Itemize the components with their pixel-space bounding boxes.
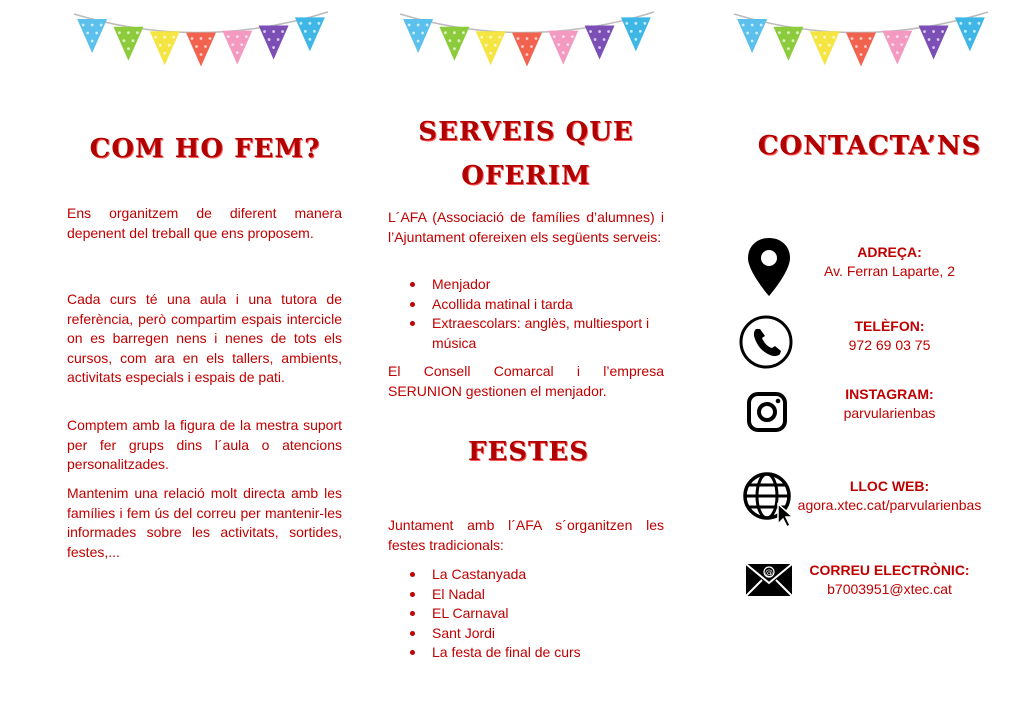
title-line: SERVEIS QUE (418, 117, 634, 147)
section-title-serveis (341, 110, 711, 198)
contact-value: agora.xtec.cat/parvularienbas (797, 497, 982, 513)
bunting-flag (882, 31, 912, 65)
contact-instagram (682, 382, 1024, 452)
bunting-flag (585, 26, 615, 60)
bunting-decoration (60, 4, 340, 94)
list-item: Acollida matinal i tarda (388, 295, 664, 315)
bunting-flag (259, 26, 289, 60)
contact-value: Av. Ferran Laparte, 2 (824, 263, 955, 279)
contact-address (682, 236, 1024, 306)
instagram-icon (734, 382, 804, 446)
bunting-flag (846, 33, 876, 67)
section-title-com-ho-fem: COM HO FEM? (89, 134, 321, 164)
contact-value: b7003951@xtec.cat (827, 581, 952, 597)
list-item: Extraescolars: anglès, multiesport i música (388, 314, 664, 353)
section-title-contacta: CONTACTA’NS (757, 131, 982, 161)
bunting-flag (77, 19, 107, 53)
bunting-flag (295, 17, 325, 51)
title-line: OFERIM (461, 161, 591, 191)
bunting-decoration (386, 4, 666, 94)
globe-icon (734, 466, 804, 530)
contact-value: parvularienbas (843, 405, 936, 421)
paragraph: Ens organitzem de diferent manera depenent del treball que ens proposem. (67, 205, 342, 241)
bunting-flag (773, 27, 803, 61)
bunting-flag (955, 17, 985, 51)
festes-intro: Juntament amb l´AFA s´organitzen les festes tradicionals: (388, 517, 664, 553)
location-pin-icon (734, 236, 804, 300)
bunting-flag (621, 17, 651, 51)
contact-phone (682, 310, 1024, 380)
bunting-flag (548, 31, 578, 65)
list-item: Menjador (388, 275, 664, 295)
paragraph: Cada curs té una aula i una tutora de referència, però compartim espais intercicle on es barregen nens i nenes de tots els cursos, com ara en els tallers, ambients, activitats especials i espais de pati. (67, 291, 342, 385)
contact-email (682, 550, 1024, 620)
bunting-decoration (720, 4, 1000, 94)
contact-label: ADREÇA: (857, 244, 922, 260)
contact-website (682, 466, 1024, 536)
bunting-flag (186, 33, 216, 67)
list-item: EL Carnaval (388, 604, 664, 624)
section-title-festes: FESTES (468, 437, 589, 467)
services-intro: L´AFA (Associació de famílies d’alumnes) i l’Ajuntament ofereixen els següents serveis: (388, 209, 664, 245)
bunting-string (734, 12, 988, 33)
column-services (341, 0, 682, 724)
bunting-flag (737, 19, 767, 53)
contact-label: INSTAGRAM: (845, 386, 934, 402)
email-icon (734, 550, 804, 614)
bunting-string (74, 12, 328, 33)
services-list (388, 275, 664, 353)
bunting-flag (113, 27, 143, 61)
svg-text:@: @ (765, 568, 773, 577)
bunting-flag (150, 31, 180, 65)
contact-label: LLOC WEB: (849, 478, 930, 494)
contact-value: 972 69 03 75 (848, 337, 931, 353)
consell-paragraph: El Consell Comarcal i l’empresa SERUNION gestionen el menjador. (388, 363, 664, 399)
paragraph: Comptem amb la figura de la mestra suport per fer grups dins l´aula o atencions personalitzades. (67, 417, 342, 472)
contact-label: TELÈFON: (854, 318, 925, 334)
bunting-flag (476, 31, 506, 65)
bunting-flag (439, 27, 469, 61)
bunting-flag (512, 33, 542, 67)
phone-icon (734, 310, 804, 374)
contact-label: CORREU ELECTRÒNIC: (809, 562, 970, 578)
column-contact (682, 0, 1024, 724)
bunting-flag (810, 31, 840, 65)
bunting-string (400, 12, 654, 33)
paragraph: Mantenim una relació molt directa amb les famílies i fem ús del correu per mantenir-les informades sobre les activitats, sortides, festes,... (67, 485, 342, 560)
festes-list (388, 565, 664, 663)
bunting-flag (403, 19, 433, 53)
list-item: Sant Jordi (388, 624, 664, 644)
list-item: El Nadal (388, 585, 664, 605)
list-item: La Castanyada (388, 565, 664, 585)
bunting-flag (222, 31, 252, 65)
list-item: La festa de final de curs (388, 643, 664, 663)
bunting-flag (919, 26, 949, 60)
column-how-we-do (0, 0, 341, 724)
